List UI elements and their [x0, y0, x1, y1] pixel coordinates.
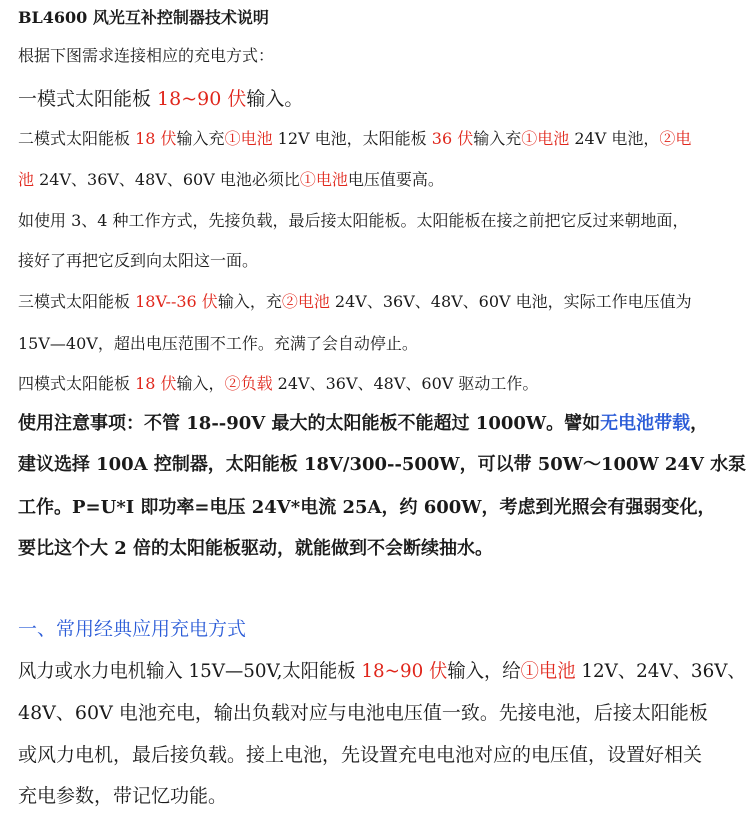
- mode3-line-2: 15V—40V，超出电压范围不工作。充满了会自动停止。: [18, 334, 418, 353]
- caution-line-3: 工作。P=U*I 即功率=电压 24V*电流 25A，约 600W，考虑到光照会有强弱变化，: [18, 497, 716, 518]
- mode2-battery-1: ①电池: [224, 129, 273, 148]
- section-text: 12V、24V、36V、: [575, 660, 746, 682]
- note-line-2: 接好了再把它反到向太阳这一面。: [18, 251, 259, 270]
- mode2-text: 输入充: [176, 129, 225, 148]
- mode4-load-2: ②负载: [224, 374, 273, 393]
- mode4-text: 24V、36V、48V、60V 驱动工作。: [272, 374, 539, 393]
- section-voltage: 18~90 伏: [361, 660, 448, 682]
- mode3-battery-2: ②电池: [281, 292, 330, 311]
- mode2-text: 输入充: [473, 129, 522, 148]
- note-line-1: 如使用 3、4 种工作方式，先接负载，最后接太阳能板。太阳能板在接之前把它反过来朝地面，: [18, 211, 689, 230]
- mode4-line: [18, 376, 538, 392]
- mode2-line-2: [18, 172, 444, 188]
- intro-text: 根据下图需求连接相应的充电方式：: [18, 46, 275, 65]
- mode2-text: 24V 电池，: [569, 129, 660, 148]
- caution-text: 使用注意事项：不管 18--90V 最大的太阳能板不能超过 1000W。譬如: [18, 413, 601, 434]
- caution-no-battery-load: 无电池带载: [600, 413, 691, 434]
- mode4-voltage: 18 伏: [135, 374, 177, 393]
- mode2-battery-1c: ①电池: [299, 170, 348, 189]
- caution-line-1: [18, 415, 708, 433]
- mode3-line-1: [18, 294, 692, 310]
- mode1-text-end: 输入。: [246, 88, 304, 110]
- mode2-battery-1b: ①电池: [521, 129, 570, 148]
- section-line-2: 48V、60V 电池充电，输出负载对应与电池电压值一致。先接电池，后接太阳能板: [18, 702, 708, 724]
- mode3-text: 输入，充: [217, 292, 282, 311]
- mode2-battery-2: ②电: [659, 129, 692, 148]
- section-battery-1: ①电池: [520, 660, 576, 682]
- document-title: BL4600 风光互补控制器技术说明: [18, 8, 269, 27]
- mode2-text: 电压值要高。: [347, 170, 444, 189]
- mode2-line-1: [18, 131, 691, 147]
- mode4-text: 输入，: [176, 374, 225, 393]
- mode1-voltage: 18~90 伏: [157, 88, 247, 110]
- caution-text: ，: [690, 413, 709, 434]
- section-heading: 一、常用经典应用充电方式: [18, 618, 247, 640]
- mode2-text: 12V 电池，太阳能板: [272, 129, 432, 148]
- mode3-voltage: 18V--36 伏: [135, 292, 218, 311]
- mode4-text: 四模式太阳能板: [18, 374, 136, 393]
- mode2-battery-2-end: 池: [18, 170, 35, 189]
- mode3-text: 三模式太阳能板: [18, 292, 136, 311]
- section-line-1: [18, 662, 746, 681]
- mode2-voltage-18: 18 伏: [135, 129, 177, 148]
- section-line-3: 或风力电机，最后接负载。接上电池，先设置充电电池对应的电压值，设置好相关: [18, 744, 703, 766]
- mode3-text: 24V、36V、48V、60V 电池，实际工作电压值为: [329, 292, 692, 311]
- mode1-text: 一模式太阳能板: [18, 88, 158, 110]
- mode2-text: 24V、36V、48V、60V 电池必须比: [34, 170, 300, 189]
- mode1-line: [18, 90, 303, 109]
- mode2-text: 二模式太阳能板: [18, 129, 136, 148]
- section-text: 风力或水力电机输入 15V—50V,太阳能板: [18, 660, 362, 682]
- mode2-voltage-36: 36 伏: [431, 129, 474, 148]
- caution-line-4: 要比这个大 2 倍的太阳能板驱动，就能做到不会断续抽水。: [18, 538, 494, 559]
- caution-line-2: 建议选择 100A 控制器，太阳能板 18V/300--500W，可以带 50W～100W 24V 水泵: [18, 454, 747, 475]
- section-text: 输入，给: [447, 660, 521, 682]
- section-line-4: 充电参数，带记忆功能。: [18, 785, 228, 807]
